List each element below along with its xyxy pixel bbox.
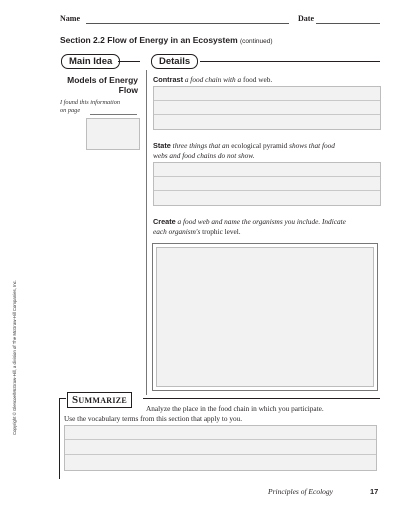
date-label: Date: [298, 14, 314, 23]
state-verb: State: [153, 141, 171, 150]
summarize-label-text: Summarize: [72, 394, 128, 406]
summarize-label: [67, 392, 132, 408]
summarize-answer-line-1: [65, 439, 376, 440]
state-text-a: three things that an: [170, 141, 232, 150]
state-text-d: webs and food chains do not show.: [153, 151, 255, 160]
contrast-text-c: food web.: [241, 75, 273, 84]
footer-book-title: Principles of Ecology: [268, 487, 333, 496]
name-label: Name: [60, 14, 80, 23]
state-answer-line-1: [154, 176, 380, 177]
state-text-c: shows that food: [287, 141, 335, 150]
section-number: Section 2.2: [60, 35, 105, 45]
summarize-prompt-2: [64, 414, 242, 424]
main-idea-rule: [118, 61, 140, 62]
summarize-answer-box[interactable]: [64, 425, 377, 471]
main-idea-title: [60, 75, 138, 95]
state-answer-line-2: [154, 190, 380, 191]
section-suffix: (continued): [240, 38, 273, 45]
summarize-top-rule: [143, 398, 380, 399]
main-idea-title-line2: Flow: [118, 85, 138, 95]
food-web-inner-box: [156, 247, 374, 387]
state-answer-box[interactable]: [153, 162, 381, 206]
section-heading: [60, 35, 273, 45]
food-web-drawing-area[interactable]: [152, 243, 378, 391]
create-text-a: a food web and name the organisms you include. Indicate: [175, 217, 346, 226]
contrast-answer-line-2: [154, 114, 380, 115]
state-prompt: [153, 141, 335, 161]
contrast-text-a: a food chain: [183, 75, 224, 84]
details-tab: Details: [151, 54, 198, 69]
summarize-prompt: [146, 404, 324, 414]
create-verb: Create: [153, 217, 176, 226]
create-text-c: trophic level.: [200, 227, 241, 236]
section-title: Flow of Energy in an Ecosystem: [107, 35, 238, 45]
contrast-answer-box[interactable]: [153, 86, 381, 130]
main-idea-title-line1: Models of Energy: [67, 75, 138, 85]
footer-page-number: 17: [370, 487, 379, 496]
date-line[interactable]: [316, 23, 380, 24]
page-number-box[interactable]: [86, 118, 140, 150]
contrast-text-b: with a: [223, 75, 242, 84]
details-rule: [200, 61, 380, 62]
found-info-line1: I found this information: [60, 99, 120, 106]
found-info-text: [60, 99, 138, 115]
page-number-line[interactable]: [90, 114, 137, 115]
summarize-answer-line-2: [65, 454, 376, 455]
main-idea-tab: Main Idea: [61, 54, 120, 69]
create-text-b: each organism's: [153, 227, 201, 236]
summarize-line2: Use the vocabulary terms from this section that apply to you.: [64, 414, 243, 423]
summarize-line1: Analyze the place in the food chain in which you participate.: [146, 404, 324, 413]
copyright-notice: Copyright © Glencoe/McGraw-Hill, a division of The McGraw-Hill Companies, Inc.: [12, 280, 17, 435]
column-divider: [146, 70, 147, 395]
name-line[interactable]: [86, 23, 289, 24]
create-prompt: [153, 217, 346, 237]
contrast-verb: Contrast: [153, 75, 183, 84]
state-text-b: ecological pyramid: [231, 141, 288, 150]
found-info-line2: on page: [60, 107, 81, 114]
contrast-prompt: [153, 75, 272, 84]
contrast-answer-line-1: [154, 100, 380, 101]
